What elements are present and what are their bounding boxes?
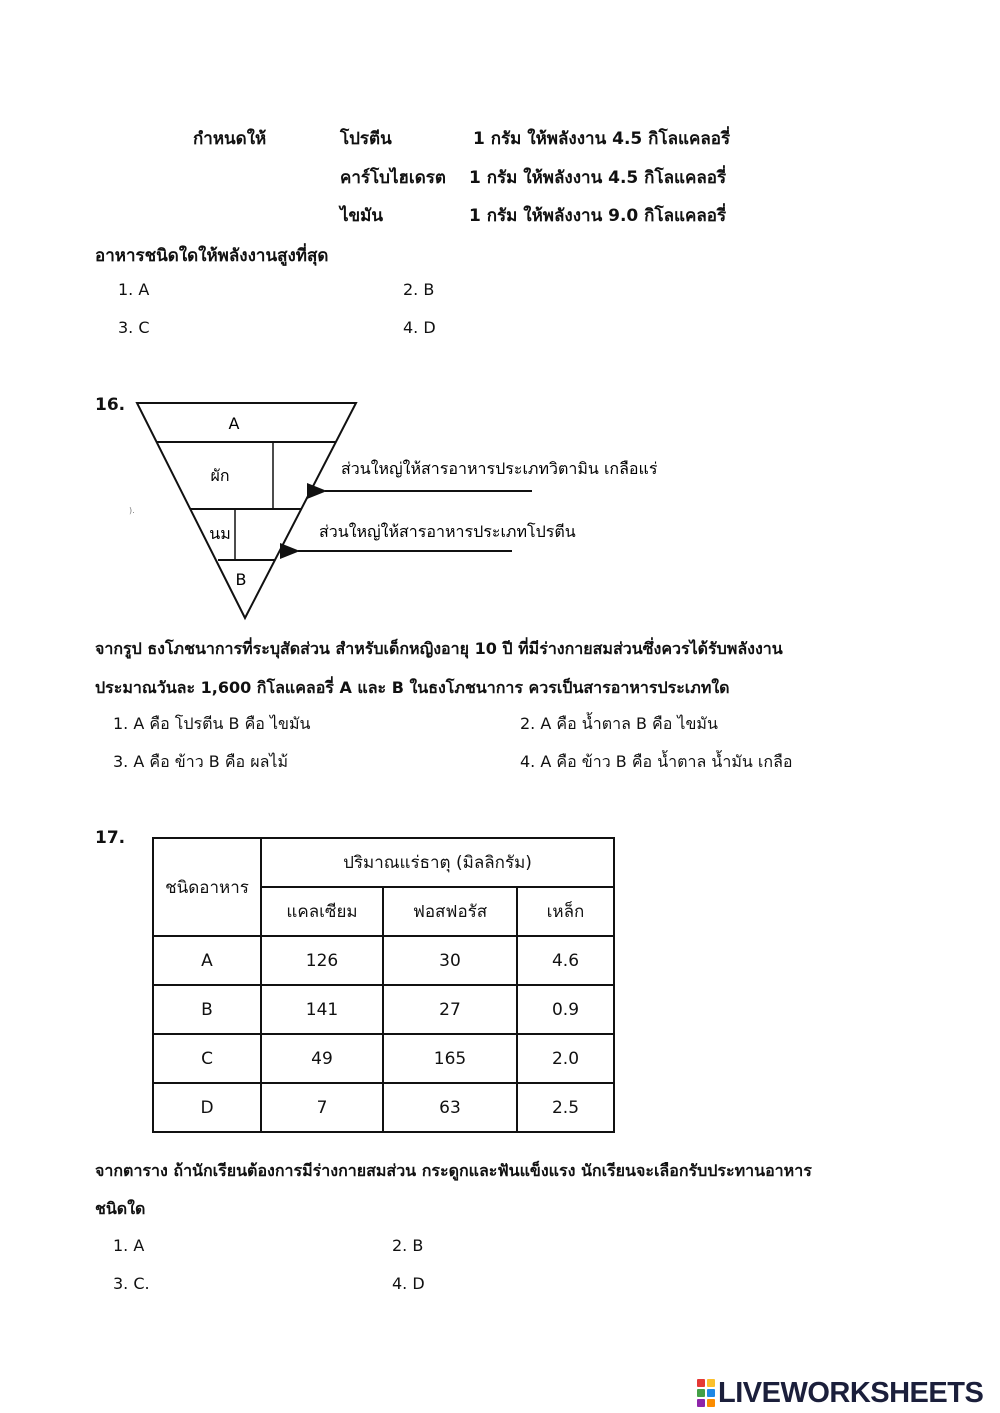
q15-option-3[interactable]: 3. C — [118, 318, 150, 337]
q15-option-1[interactable]: 1. A — [118, 280, 150, 299]
cell-iron: 2.5 — [517, 1083, 614, 1132]
col-iron: เหล็ก — [517, 887, 614, 936]
nutrient-carb-info: 1 กรัม ให้พลังงาน 4.5 กิโลแคลอรี่ — [469, 168, 727, 188]
nutrient-fat-info: 1 กรัม ให้พลังงาน 9.0 กิโลแคลอรี่ — [469, 206, 727, 226]
food-type-header: ชนิดอาหาร — [153, 838, 261, 936]
liveworksheets-logo — [697, 1378, 983, 1408]
q16-option-2[interactable]: 2. A คือ น้ำตาล B คือ ไขมัน — [520, 714, 718, 733]
logo-text: LIVEWORKSHEETS — [718, 1376, 984, 1409]
q16-number: 16. — [95, 395, 126, 415]
row-food: C — [153, 1034, 261, 1083]
table-row — [153, 1034, 614, 1083]
q17-number: 17. — [95, 828, 126, 848]
cell-phosphorus: 63 — [383, 1083, 517, 1132]
cell-calcium: 49 — [261, 1034, 383, 1083]
q17-question-line1: จากตาราง ถ้านักเรียนต้องการมีร่างกายสมส่วน กระดูกและฟันแข็งแรง นักเรียนจะเลือกรับประทานอาหาร — [95, 1161, 812, 1180]
cell-calcium: 7 — [261, 1083, 383, 1132]
q16-option-3[interactable]: 3. A คือ ข้าว B คือ ผลไม้ — [113, 752, 289, 771]
row-food: B — [153, 985, 261, 1034]
nutrient-protein: โปรตีน — [340, 129, 392, 149]
q16-option-1[interactable]: 1. A คือ โปรตีน B คือ ไขมัน — [113, 714, 311, 733]
q16-question-line1: จากรูป ธงโภชนาการที่ระบุสัดส่วน สำหรับเด็กหญิงอายุ 10 ปี ที่มีร่างกายสมส่วนซึ่งควรได้รับพลังงาน — [95, 639, 783, 658]
table-row — [153, 1083, 614, 1132]
nutrient-protein-info: 1 กรัม ให้พลังงาน 4.5 กิโลแคลอรี่ — [473, 129, 731, 149]
q17-option-4[interactable]: 4. D — [392, 1274, 425, 1293]
cell-iron: 2.0 — [517, 1034, 614, 1083]
pyramid-label-veg: ผัก — [210, 466, 230, 485]
col-calcium: แคลเซียม — [261, 887, 383, 936]
logo-square — [707, 1399, 715, 1407]
q17-option-3[interactable]: 3. C. — [113, 1274, 150, 1293]
cell-phosphorus: 30 — [383, 936, 517, 985]
q17-option-2[interactable]: 2. B — [392, 1236, 424, 1255]
mineral-amount-header: ปริมาณแร่ธาตุ (มิลลิกรัม) — [261, 838, 614, 887]
logo-mark-icon — [697, 1379, 715, 1407]
cell-phosphorus: 27 — [383, 985, 517, 1034]
cell-iron: 0.9 — [517, 985, 614, 1034]
q15-option-2[interactable]: 2. B — [403, 280, 435, 299]
pyramid-outline — [137, 403, 356, 618]
row-food: A — [153, 936, 261, 985]
col-phosphorus: ฟอสฟอรัส — [383, 887, 517, 936]
table-row — [153, 985, 614, 1034]
mineral-table — [152, 837, 615, 1133]
cell-phosphorus: 165 — [383, 1034, 517, 1083]
logo-square — [707, 1389, 715, 1397]
arrow-protein-label: ส่วนใหญ่ให้สารอาหารประเภทโปรตีน — [319, 522, 576, 541]
row-food: D — [153, 1083, 261, 1132]
q15-option-4[interactable]: 4. D — [403, 318, 436, 337]
stray-mark: ). — [129, 506, 135, 515]
logo-square — [707, 1379, 715, 1387]
pyramid-label-a: A — [228, 414, 240, 433]
cell-iron: 4.6 — [517, 936, 614, 985]
table-row — [153, 936, 614, 985]
q17-option-1[interactable]: 1. A — [113, 1236, 145, 1255]
arrow-vitamin-label: ส่วนใหญ่ให้สารอาหารประเภทวิตามิน เกลือแร่ — [341, 459, 658, 478]
cell-calcium: 141 — [261, 985, 383, 1034]
logo-square — [697, 1399, 705, 1407]
q15-question: อาหารชนิดใดให้พลังงานสูงที่สุด — [95, 246, 329, 266]
pyramid-label-milk: นม — [209, 524, 231, 543]
cell-calcium: 126 — [261, 936, 383, 985]
food-pyramid-diagram — [120, 395, 700, 630]
logo-square — [697, 1389, 705, 1397]
q17-question-line2: ชนิดใด — [95, 1199, 146, 1218]
nutrient-fat: ไขมัน — [340, 206, 383, 226]
pyramid-label-b: B — [235, 570, 247, 589]
q16-question-line2: ประมาณวันละ 1,600 กิโลแคลอรี่ A และ B ในธงโภชนาการ ควรเป็นสารอาหารประเภทใด — [95, 678, 730, 697]
q16-option-4[interactable]: 4. A คือ ข้าว B คือ น้ำตาล น้ำมัน เกลือ — [520, 752, 793, 771]
nutrient-carb: คาร์โบไฮเดรต — [340, 168, 446, 188]
logo-square — [697, 1379, 705, 1387]
given-label: กำหนดให้ — [193, 129, 267, 149]
